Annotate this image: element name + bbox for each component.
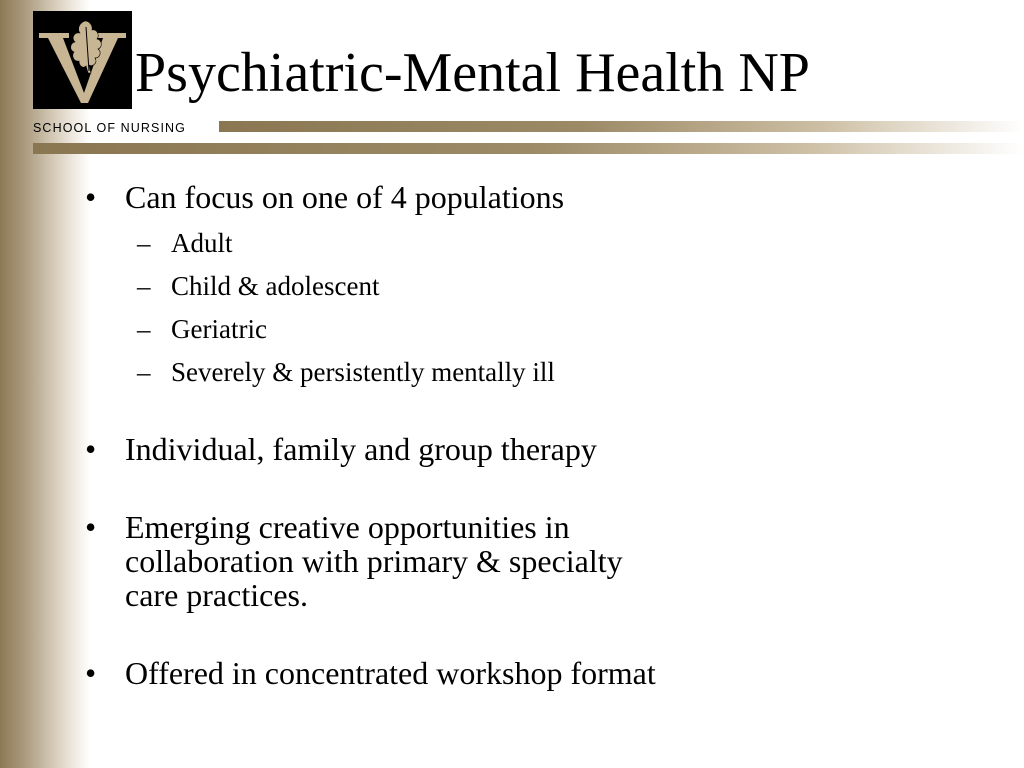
- sub-bullet-text: Severely & persistently mentally ill: [171, 357, 555, 387]
- bullet-text-line: collaboration with primary & specialty: [125, 543, 623, 579]
- bullet-text: Offered in concentrated workshop format: [125, 655, 656, 691]
- sub-bullet-marker: –: [137, 271, 151, 301]
- bullet-text: Can focus on one of 4 populations: [125, 179, 565, 215]
- bullet-text: Individual, family and group therapy: [125, 431, 597, 467]
- bullet-marker: •: [85, 179, 97, 215]
- bullet-marker: •: [85, 509, 97, 545]
- sub-bullet-marker: –: [137, 357, 151, 387]
- bullet-text-line: Emerging creative opportunities in: [125, 509, 570, 545]
- sub-bullet-text: Geriatric: [171, 314, 267, 344]
- slide-title: Psychiatric-Mental Health NP: [135, 42, 810, 104]
- sub-bullet-text: Child & adolescent: [171, 271, 380, 301]
- school-of-nursing-label: SCHOOL OF NURSING: [33, 121, 186, 135]
- bullet-text-line: care practices.: [125, 577, 308, 613]
- bullet-marker: •: [85, 655, 97, 691]
- bullet-marker: •: [85, 431, 97, 467]
- sub-bullet-text: Adult: [171, 228, 233, 258]
- sub-bullet-marker: –: [137, 314, 151, 344]
- sub-bullet-marker: –: [137, 228, 151, 258]
